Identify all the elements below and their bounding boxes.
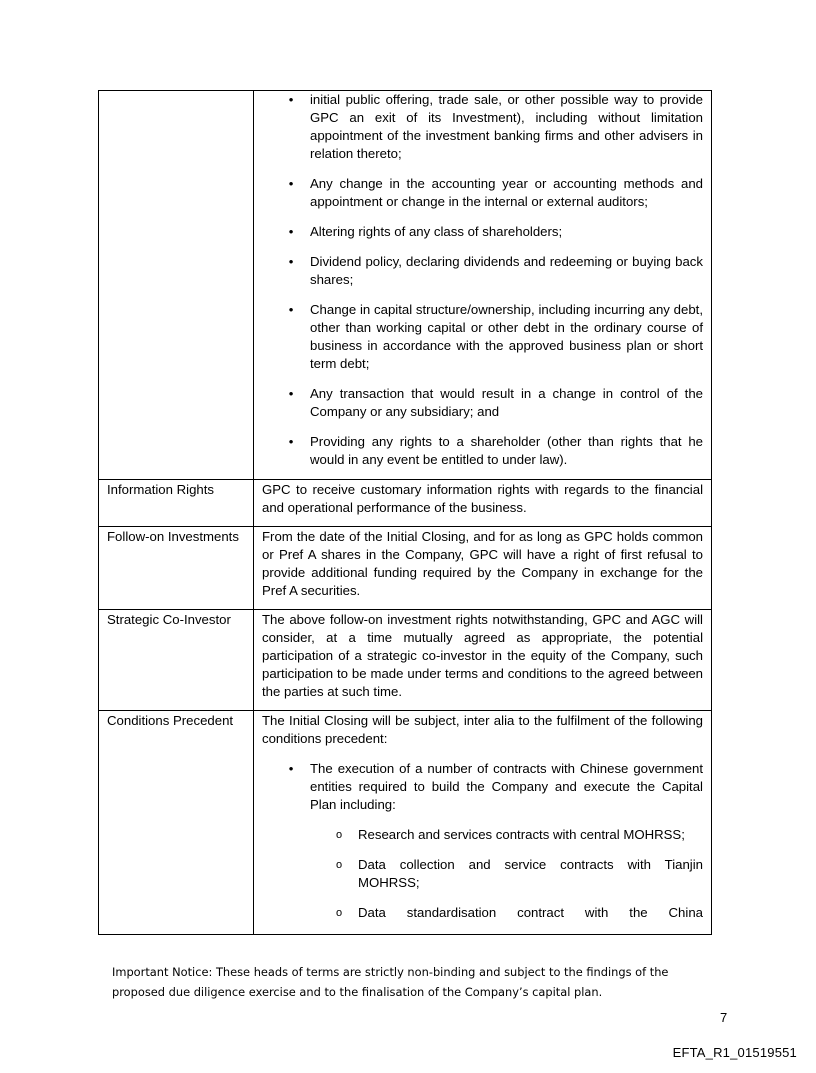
important-notice: Important Notice: These heads of terms are strictly non-binding and subject to the findings of the proposed due diligence exercise and to the finalisation of the Company’s capital plan. [112, 965, 669, 999]
row-content-conditions-precedent [254, 711, 712, 935]
conditions-intro-text: The Initial Closing will be subject, inter alia to the fulfilment of the following conditions precedent: [262, 713, 703, 746]
table-row-information-rights [99, 480, 712, 527]
row-label-follow-on-investments: Follow-on Investments [99, 527, 254, 610]
list-item: • Any change in the accounting year or accounting methods and appointment or change in the internal or external auditors; [310, 175, 703, 211]
row-label-empty [99, 91, 254, 480]
sub-bullet-icon: o [335, 859, 343, 871]
bullet-icon: • [288, 176, 294, 191]
sub-bullet-icon: o [335, 907, 343, 919]
list-item: • Any transaction that would result in a change in control of the Company or any subsidiary; and [310, 385, 703, 421]
page-number: 7 [720, 1010, 728, 1025]
row-content-reserved-matters [254, 91, 712, 480]
list-item: o Data collection and service contracts with Tianjin MOHRSS; [335, 857, 703, 890]
row-content-strategic-co-investor [254, 610, 712, 711]
bullet-icon: • [288, 224, 294, 239]
table-row-continuation [99, 91, 712, 480]
table-row-follow-on-investments [99, 527, 712, 610]
bullet-icon: • [288, 92, 294, 107]
table-row-strategic-co-investor [99, 610, 712, 711]
list-item: o Data standardisation contract with the China [335, 905, 703, 920]
bullet-icon: • [288, 254, 294, 269]
strategic-co-investor-text: The above follow-on investment rights notwithstanding, GPC and AGC will consider, at a time mutually agreed as appropriate, the potential participation of a strategic co-investor in the equity of the Company, such participation to be made under terms and conditions to the agreed between the parties at such time. [262, 612, 703, 699]
list-item: • The execution of a number of contracts with Chinese government entities required to build the Company and execute the Capital Plan including: o Research and services contracts with central MOHRSS; o Data collection and service contracts with Tianjin MOHRSS; o Data standardisation contract with the China [310, 760, 703, 922]
conditions-list [262, 760, 703, 922]
list-item: • initial public offering, trade sale, or other possible way to provide GPC an exit of its Investment), including without limitation appointment of the investment banking firms and other advisers in relation thereto; [310, 91, 703, 163]
row-content-follow-on-investments [254, 527, 712, 610]
list-item: • Dividend policy, declaring dividends and redeeming or buying back shares; [310, 253, 703, 289]
document-id: EFTA_R1_01519551 [672, 1045, 797, 1060]
row-label-information-rights: Information Rights [99, 480, 254, 527]
bullet-icon: • [288, 761, 294, 776]
follow-on-investments-text: From the date of the Initial Closing, and for as long as GPC holds common or Pref A shares in the Company, GPC will have a right of first refusal to provide additional funding required by the Company in exchange for the Pref A securities. [262, 529, 703, 598]
bullet-icon: • [288, 302, 294, 317]
sub-bullet-icon: o [335, 829, 343, 841]
list-item: • Providing any rights to a shareholder (other than rights that he would in any event be entitled to under law). [310, 433, 703, 469]
bullet-icon: • [288, 434, 294, 449]
list-item: • Altering rights of any class of shareholders; [310, 223, 703, 241]
list-item: • Change in capital structure/ownership, including incurring any debt, other than working capital or other debt in the ordinary course of business in accordance with the approved business plan or short term debt; [310, 301, 703, 373]
list-item: o Research and services contracts with central MOHRSS; [335, 827, 685, 842]
bullet-icon: • [288, 386, 294, 401]
row-content-information-rights [254, 480, 712, 527]
information-rights-text: GPC to receive customary information rights with regards to the financial and operational performance of the business. [262, 482, 703, 515]
row-label-strategic-co-investor: Strategic Co-Investor [99, 610, 254, 711]
table-row-conditions-precedent [99, 711, 712, 935]
contracts-sublist [310, 826, 703, 922]
heads-of-terms-table [98, 90, 712, 935]
reserved-matters-list [262, 91, 703, 469]
row-label-conditions-precedent: Conditions Precedent [99, 711, 254, 935]
